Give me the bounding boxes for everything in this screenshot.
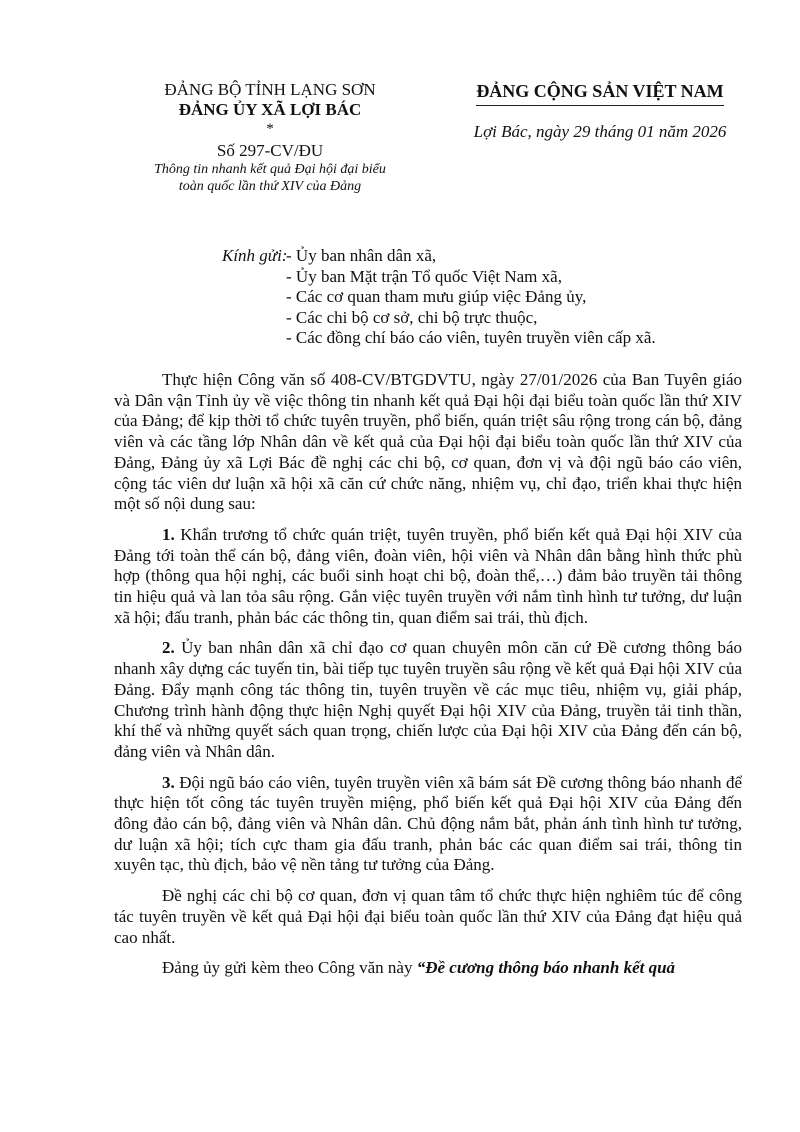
attachment-title: “Đề cương thông báo nhanh kết quả (416, 958, 676, 978)
request-paragraph: Đề nghị các chi bộ cơ quan, đơn vị quan tâm tổ chức thực hiện nghiêm túc để công tác tuyên truyền về kết quả Đại hội đại biểu toàn quốc lần thứ XIV của Đảng đạt hiệu quả cao nhất. (114, 886, 742, 947)
document-number: Số 297-CV/ĐU (216, 141, 324, 160)
recipient-item: - Ủy ban nhân dân xã, (286, 246, 437, 265)
item-text: Đội ngũ báo cáo viên, tuyên truyền viên xã bám sát Đề cương thông báo nhanh để thực hiện tốt công tác tuyên truyền miệng, phổ biến kết quả Đại hội XIV của Đảng đến đông đảo cán bộ, đảng viên và Nhân dân. Chủ động nắm bắt, phản ánh tình hình tư tưởng, dư luận xã hội; tích cực tham gia đấu tranh, phản bác các quan điểm sai trái, thông tin xuyên tạc, thù địch, bảo vệ nền tảng tư tưởng của Đảng. (114, 772, 742, 875)
recipient-item: - Ủy ban Mặt trận Tổ quốc Việt Nam xã, (286, 266, 562, 286)
item-text: Khẩn trương tổ chức quán triệt, tuyên truyền, phổ biến kết quả Đại hội XIV của Đảng tới toàn thể cán bộ, đảng viên, đoàn viên, hội viên và Nhân dân bằng hình thức phù hợp (thông qua hội nghị, các buổi sinh hoạt chi bộ, đoàn thể,…) đảm bảo truyền tải thông tin hiệu quả và lan tỏa sâu rộng. Gắn việc tuyên truyền với nắm tình hình tư tưởng, dư luận xã hội; đấu tranh, phản bác các thông tin, quan điểm sai trái, thù địch. (114, 524, 742, 627)
item-paragraph (114, 773, 742, 877)
item-number: 2. (162, 638, 175, 658)
item-paragraph (114, 525, 742, 629)
party-name: ĐẢNG CỘNG SẢN VIỆT NAM (476, 80, 723, 106)
subject-line-1: Thông tin nhanh kết quả Đại hội đại biểu (154, 162, 386, 177)
attachment-prefix: Đảng ủy gửi kèm theo Công văn này (162, 958, 417, 978)
document-body (114, 370, 742, 989)
recipients-block (222, 246, 656, 349)
separator-star: * (266, 121, 274, 137)
recipients-label: Kính gửi: (222, 246, 288, 265)
recipient-item: - Các chi bộ cơ sở, chi bộ trực thuộc, (286, 307, 538, 327)
subject-line-2: toàn quốc lần thứ XIV của Đảng (178, 179, 362, 194)
item-paragraph (114, 638, 742, 762)
issuing-authority-block (120, 80, 420, 195)
recipient-item: - Các cơ quan tham mưu giúp việc Đảng ủy, (286, 287, 587, 306)
attachment-paragraph (114, 958, 742, 979)
national-header-block (440, 80, 760, 142)
item-text: Ủy ban nhân dân xã chỉ đạo cơ quan chuyên môn căn cứ Đề cương thông báo nhanh xây dựng các tuyến tin, bài tiếp tục tuyên truyền sâu rộng về kết quả Đại hội XIV của Đảng. Đẩy mạnh công tác thông tin, tuyên truyền về các mục tiêu, nhiệm vụ, giải pháp, Chương trình hành động thực hiện Nghị quyết Đại hội XIV của Đảng, truyền tải tinh thần, khí thế và những quyết sách quan trọng, chiến lược của Đại hội XIV của Đảng đến cán bộ, đảng viên và Nhân dân. (114, 638, 742, 761)
intro-paragraph: Thực hiện Công văn số 408-CV/BTGDVTU, ngày 27/01/2026 của Ban Tuyên giáo và Dân vận Tỉnh ủy về việc thông tin nhanh kết quả Đại hội đại biểu toàn quốc lần thứ XIV của Đảng; để kịp thời tổ chức tuyên truyền, phổ biến, quán triệt sâu rộng trong cán bộ, đảng viên và các tầng lớp Nhân dân về kết quả của Đại hội đại biểu toàn quốc lần thứ XIV của Đảng, Đảng ủy xã Lợi Bác đề nghị các chi bộ, cơ quan, đơn vị và đội ngũ báo cáo viên, cộng tác viên dư luận xã hội xã căn cứ chức năng, nhiệm vụ, chỉ đạo, triển khai thực hiện một số nội dung sau: (114, 370, 742, 514)
issuing-org: ĐẢNG ỦY XÃ LỢI BÁC (178, 100, 362, 119)
parent-org: ĐẢNG BỘ TỈNH LẠNG SƠN (164, 80, 376, 99)
item-number: 3. (162, 772, 175, 792)
item-number: 1. (162, 524, 175, 544)
place-date: Lợi Bác, ngày 29 tháng 01 năm 2026 (473, 122, 727, 141)
recipient-item: - Các đồng chí báo cáo viên, tuyên truyền viên cấp xã. (286, 328, 656, 347)
